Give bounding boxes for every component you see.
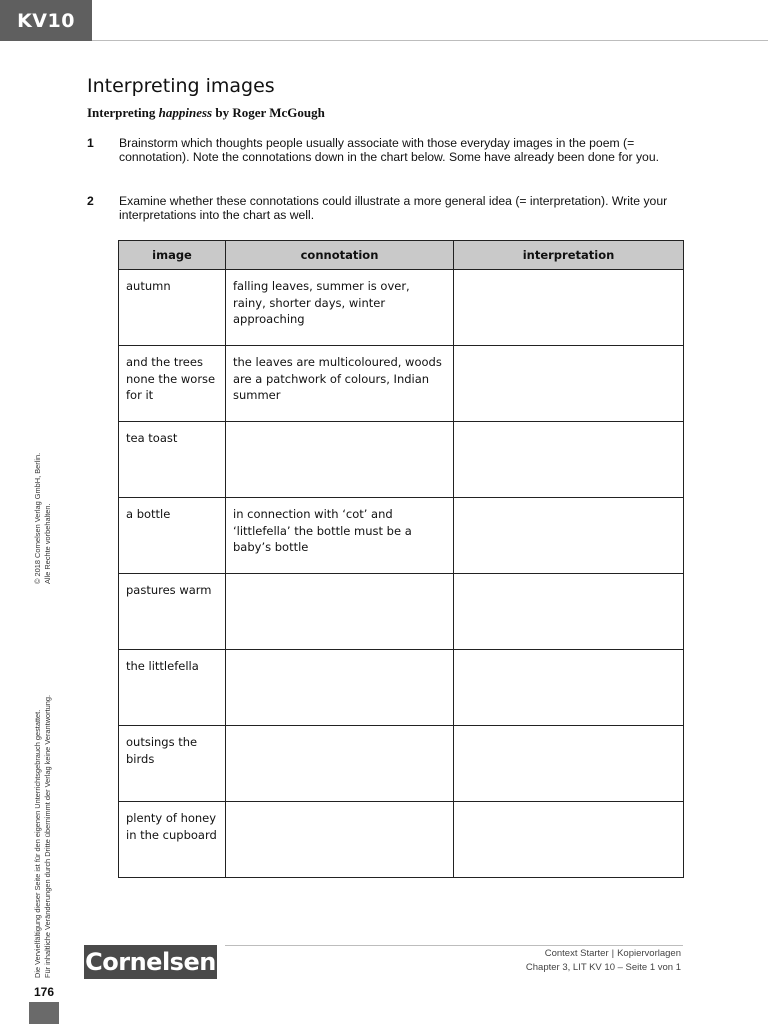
header-interpretation: interpretation [454,241,684,270]
connotation-cell[interactable] [226,650,454,726]
footer-divider [225,945,683,946]
subtitle-suffix: by Roger McGough [212,105,325,120]
table-row [119,726,684,802]
interpretation-cell[interactable] [454,650,684,726]
header-connotation: connotation [226,241,454,270]
page-title: Interpreting images [87,75,275,97]
connotation-cell[interactable] [226,422,454,498]
task-text: Examine whether these connotations could illustrate a more general idea (= interpretation). Write your interpretations into the chart as well. [119,194,668,223]
kv-tab: KV10 [0,0,92,41]
connotation-cell[interactable]: the leaves are multicoloured, woods are a patchwork of colours, Indian summer [226,346,454,422]
table-row [119,498,684,574]
connotation-cell[interactable]: in connection with ‘cot’ and ‘littlefella’ the bottle must be a baby’s bottle [226,498,454,574]
table-row [119,346,684,422]
publisher-logo: Cornelsen [84,945,217,979]
table-row [119,270,684,346]
task-text: Brainstorm which thoughts people usually associate with those everyday images in the poem (= connotation). Note the connotations down in the chart below. Some have already been done for you. [119,136,659,165]
permission-line: Die Vervielfältigung dieser Seite ist für den eigenen Unterrichtsgebrauch gestattet. [33,709,42,978]
top-divider [92,40,768,41]
image-cell: the littlefella [119,650,226,726]
interpretation-cell[interactable] [454,802,684,878]
image-cell: and the trees none the worse for it [119,346,226,422]
interpretation-cell[interactable] [454,422,684,498]
footer-separator: | [611,948,615,959]
page-marker [29,1002,59,1024]
subtitle-prefix: Interpreting [87,105,159,120]
table-row [119,422,684,498]
chart-header-row [119,241,684,270]
collection-name: Kopiervorlagen [617,948,681,959]
permission-line: Für inhaltliche Veränderungen durch Dritte übernimmt der Verlag keine Verantwortung. [43,694,52,978]
copyright-line: Alle Rechte vorbehalten. [43,503,52,584]
image-cell: plenty of honey in the cupboard [119,802,226,878]
page-subtitle [87,105,325,121]
connotation-cell[interactable] [226,726,454,802]
interpretation-cell[interactable] [454,270,684,346]
table-row [119,802,684,878]
copyright-line: © 2018 Cornelsen Verlag GmbH, Berlin. [33,452,42,584]
connotation-cell[interactable] [226,574,454,650]
header-image: image [119,241,226,270]
image-cell: a bottle [119,498,226,574]
connotation-chart [118,240,684,878]
interpretation-cell[interactable] [454,498,684,574]
page-number: 176 [34,985,55,999]
table-row [119,650,684,726]
image-cell: pastures warm [119,574,226,650]
task-number: 2 [87,194,94,208]
task-number: 1 [87,136,94,150]
footer-chapter: Chapter 3, LIT KV 10 – Seite 1 von 1 [525,962,681,973]
permission-notice [33,695,53,978]
image-cell: outsings the birds [119,726,226,802]
image-cell: autumn [119,270,226,346]
interpretation-cell[interactable] [454,574,684,650]
interpretation-cell[interactable] [454,726,684,802]
series-name: Context Starter [544,948,609,959]
poem-title: happiness [158,105,213,120]
connotation-cell[interactable] [226,802,454,878]
table-row [119,574,684,650]
interpretation-cell[interactable] [454,346,684,422]
connotation-cell[interactable]: falling leaves, summer is over, rainy, shorter days, winter approaching [226,270,454,346]
image-cell: tea toast [119,422,226,498]
copyright-notice [33,453,53,584]
footer-series [545,948,681,959]
